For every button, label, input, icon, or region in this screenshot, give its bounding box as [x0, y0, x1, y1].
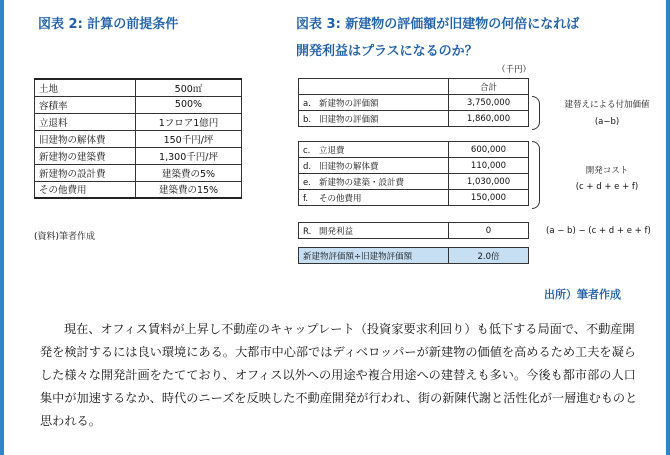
table-cell — [299, 79, 449, 95]
table-cell: 立退料 — [35, 113, 136, 130]
fig2-title: 図表 2: 計算の前提条件 — [38, 17, 179, 32]
table-cell: 1,030,000 — [449, 174, 529, 190]
table-row — [35, 96, 242, 113]
table-cell: 150千円/坪 — [136, 130, 242, 147]
fig2-table — [34, 78, 242, 199]
table-row — [35, 181, 242, 198]
table-cell: 3,750,000 — [449, 95, 529, 111]
row-letter: f. — [303, 193, 309, 204]
row-label: 立退費 — [319, 145, 345, 156]
table-cell: 土地 — [35, 79, 136, 96]
row-letter: a. — [303, 98, 311, 109]
brace-label-value-added: 建替えによる付加価値 — [564, 100, 650, 110]
table-row — [35, 113, 242, 130]
table-header: 合計 — [449, 79, 529, 95]
brace-dev-cost — [532, 141, 540, 209]
row-letter: b. — [303, 114, 312, 125]
table-row — [299, 111, 529, 127]
table-cell: 新建物評価額÷旧建物評価額 — [299, 248, 449, 264]
table-cell: 容積率 — [35, 96, 136, 113]
table-cell: 1,860,000 — [449, 111, 529, 127]
brace-value-added — [532, 96, 540, 130]
table-cell — [299, 158, 449, 174]
table-cell — [299, 223, 449, 239]
body-paragraph: 現在、オフィス賃料が上昇し不動産のキャップレート（投資家要求利回り）も低下する局面で、不動産開発を検討するには良い環境にある。大都市中心部ではディベロッパーが新建物の価値を高めるため工夫を凝らした様々な開発計画をたてており、オフィス以外への用途や複合用途への建替えも多い。今後も都市部の人口集中が加速するなか、時代のニーズを反映した不動産開発が行われ、街の新陳代謝と活性化が一層進むものと思われる。 — [40, 322, 638, 428]
fig3-table-profit — [298, 222, 529, 239]
row-letter: d. — [303, 161, 312, 172]
table-row — [299, 248, 529, 264]
table-cell: 新建物の建築費 — [35, 147, 136, 164]
table-cell: 2.0倍 — [449, 248, 529, 264]
table-cell: 0 — [449, 223, 529, 239]
table-cell: 建築費の15% — [136, 181, 242, 198]
fig3-unit: （千円） — [497, 65, 532, 75]
row-letter: e. — [303, 177, 311, 188]
table-cell — [299, 190, 449, 206]
table-cell — [299, 111, 449, 127]
table-row — [35, 164, 242, 181]
fig3-table-ratio — [298, 247, 529, 264]
table-cell: 500㎡ — [136, 79, 242, 96]
fig3-title-line1: 図表 3: 新建物の評価額が旧建物の何倍になれば — [296, 17, 580, 32]
row-label: 旧建物の評価額 — [319, 114, 379, 125]
fig3-table-b — [298, 141, 529, 206]
table-cell: 1フロア1億円 — [136, 113, 242, 130]
row-label: 新建物の建築・設計費 — [319, 177, 405, 188]
table-cell: 110,000 — [449, 158, 529, 174]
row-letter: R. — [303, 226, 312, 237]
fig3-title-line2: 開発利益はプラスになるのか？ — [296, 44, 478, 59]
table-row — [299, 142, 529, 158]
table-cell: 建築費の5% — [136, 164, 242, 181]
fig2-source: (資料)筆者作成 — [34, 232, 96, 242]
row-label: 開発利益 — [319, 226, 354, 237]
table-row — [299, 95, 529, 111]
fig3-table-a — [298, 78, 529, 127]
table-cell: 新建物の設計費 — [35, 164, 136, 181]
table-cell — [299, 174, 449, 190]
table-cell: その他費用 — [35, 181, 136, 198]
table-row — [299, 158, 529, 174]
table-cell: 150,000 — [449, 190, 529, 206]
table-row — [299, 190, 529, 206]
table-row — [299, 223, 529, 239]
brace-label-value-added-formula: (a−b) — [594, 117, 620, 127]
profit-formula: (a − b) − (c + d + e + f) — [546, 226, 651, 236]
table-cell: 500% — [136, 96, 242, 113]
table-row — [35, 147, 242, 164]
row-label: 新建物の評価額 — [319, 98, 379, 109]
row-label: 旧建物の解体費 — [319, 161, 379, 172]
brace-label-dev-cost: 開発コスト — [585, 166, 629, 176]
table-row — [299, 79, 529, 95]
table-row — [299, 174, 529, 190]
table-cell: 1,300千円/坪 — [136, 147, 242, 164]
table-row — [35, 130, 242, 147]
table-cell: 旧建物の解体費 — [35, 130, 136, 147]
brace-label-dev-cost-formula: (c + d + e + f) — [575, 182, 639, 192]
table-row — [35, 79, 242, 96]
row-letter: c. — [303, 145, 311, 156]
row-label: その他費用 — [319, 193, 362, 204]
table-cell — [299, 95, 449, 111]
table-cell: 600,000 — [449, 142, 529, 158]
fig3-source: 出所）筆者作成 — [544, 288, 621, 301]
table-cell — [299, 142, 449, 158]
